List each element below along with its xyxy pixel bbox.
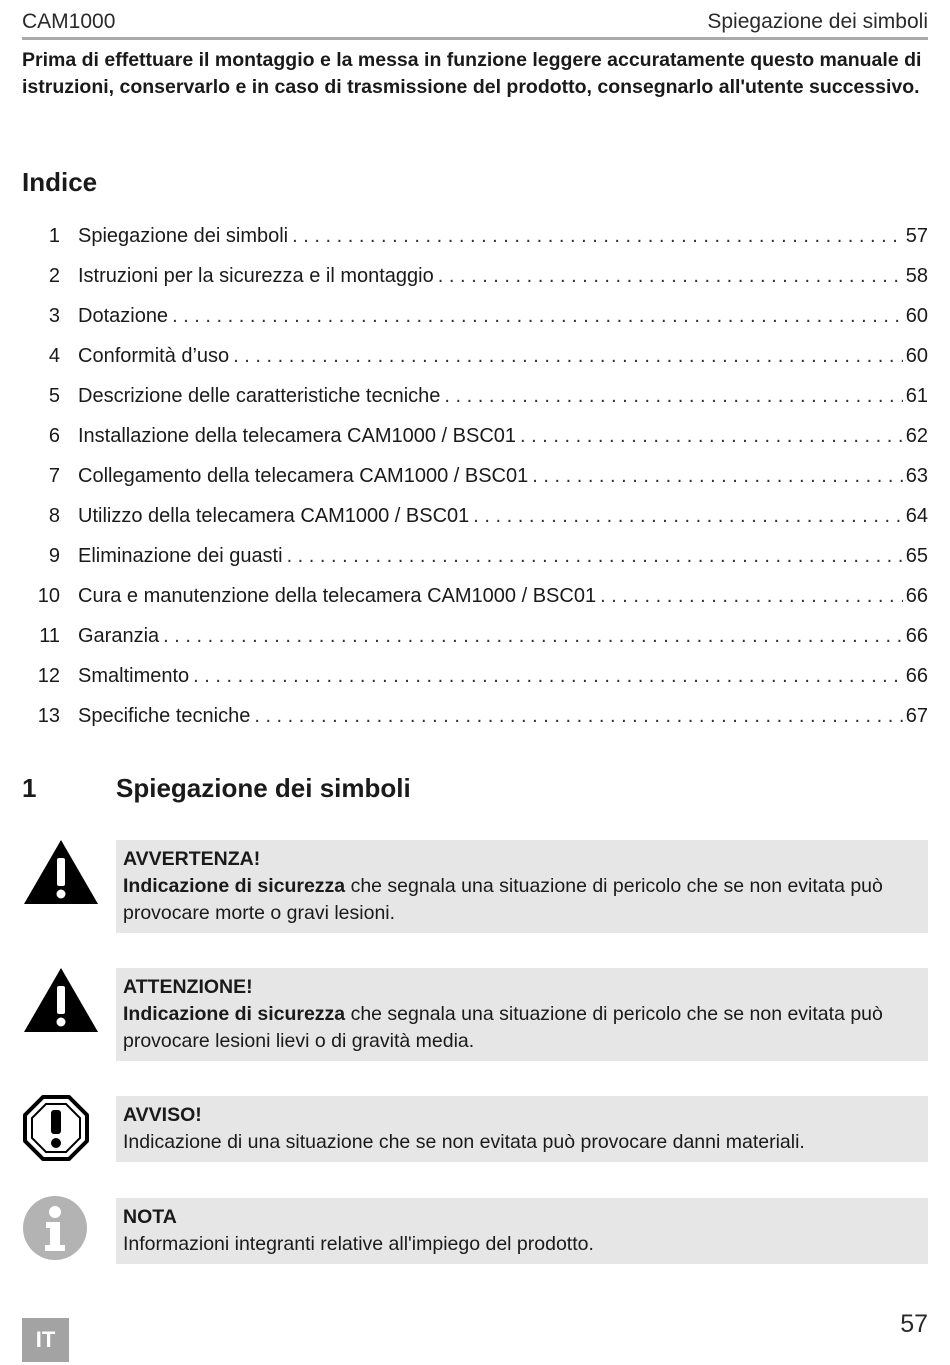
toc-entry-line bbox=[78, 256, 928, 296]
header-section-name: Spiegazione dei simboli bbox=[707, 10, 928, 33]
toc-entry bbox=[22, 696, 928, 736]
toc-entry-label: Eliminazione dei guasti bbox=[78, 545, 283, 567]
toc-dot-leader bbox=[532, 456, 903, 496]
notice-box-title: AVVISO! bbox=[123, 1104, 202, 1126]
toc-entry-label: Specifiche tecniche bbox=[78, 705, 251, 727]
toc-title: Indice bbox=[22, 167, 98, 197]
caution-notice bbox=[116, 968, 928, 1061]
warning-notice-strong: Indicazione di sicurezza bbox=[123, 875, 346, 897]
section-title: Spiegazione dei simboli bbox=[116, 773, 411, 803]
toc-entry bbox=[22, 456, 928, 496]
toc-entry-line bbox=[78, 416, 928, 456]
toc-entry-label: Cura e manutenzione della telecamera CAM1000 / BSC01 bbox=[78, 585, 597, 607]
toc-entry-page: 60 bbox=[905, 345, 928, 367]
caution-notice-text: che segnala una situazione di pericolo che se non evitata può provocare lesioni lievi o di gravità media. bbox=[123, 1003, 883, 1052]
toc-entry-label: Smaltimento bbox=[78, 665, 190, 687]
toc-entry-page: 66 bbox=[905, 585, 928, 607]
warning-triangle-icon bbox=[22, 838, 100, 911]
toc-dot-leader bbox=[473, 496, 902, 536]
toc-dot-leader bbox=[444, 376, 902, 416]
toc-entry-number: 8 bbox=[48, 505, 60, 527]
toc-entry-page: 60 bbox=[905, 305, 928, 327]
warning-notice-title: AVVERTENZA! bbox=[123, 848, 261, 870]
toc-entry-page: 62 bbox=[905, 425, 928, 447]
toc-dot-leader bbox=[287, 536, 903, 576]
toc-entry bbox=[22, 536, 928, 576]
toc-dot-leader bbox=[600, 576, 903, 616]
note-box-text: Informazioni integranti relative all'impiego del prodotto. bbox=[123, 1233, 594, 1255]
toc-entry bbox=[22, 616, 928, 656]
toc-entry-line bbox=[78, 296, 928, 336]
toc-entry-number: 3 bbox=[48, 305, 60, 327]
toc-entry bbox=[22, 576, 928, 616]
toc-entry-line bbox=[78, 616, 928, 656]
toc-entry bbox=[22, 496, 928, 536]
toc-entry-line bbox=[78, 376, 928, 416]
toc-entry-line bbox=[78, 656, 928, 696]
toc-entry bbox=[22, 416, 928, 456]
toc-entry-number: 10 bbox=[37, 585, 60, 607]
toc-entry bbox=[22, 376, 928, 416]
toc-entry-number: 5 bbox=[48, 385, 60, 407]
page-number: 57 bbox=[900, 1310, 928, 1338]
toc-entry-page: 57 bbox=[905, 225, 928, 247]
info-icon bbox=[22, 1195, 88, 1266]
page-header bbox=[22, 8, 928, 40]
toc-entry-number: 1 bbox=[48, 225, 60, 247]
toc-entry-line bbox=[78, 576, 928, 616]
warning-notice bbox=[116, 840, 928, 933]
toc-entry-line bbox=[78, 536, 928, 576]
toc-entry-number: 12 bbox=[37, 665, 60, 687]
toc-entry-page: 61 bbox=[905, 385, 928, 407]
toc-entry-page: 64 bbox=[905, 505, 928, 527]
toc-dot-leader bbox=[254, 696, 902, 736]
toc-entry-label: Spiegazione dei simboli bbox=[78, 225, 289, 247]
toc-entry-number: 11 bbox=[39, 625, 60, 647]
notice-box-text: Indicazione di una situazione che se non evitata può provocare danni materiali. bbox=[123, 1131, 805, 1153]
notice-box bbox=[116, 1096, 928, 1162]
toc-dot-leader bbox=[193, 656, 903, 696]
toc-entry-line bbox=[78, 496, 928, 536]
toc-entry-label: Descrizione delle caratteristiche tecniche bbox=[78, 385, 441, 407]
toc-entry bbox=[22, 216, 928, 256]
toc-entry bbox=[22, 336, 928, 376]
toc-entry-label: Conformità d’uso bbox=[78, 345, 230, 367]
toc-entry-label: Dotazione bbox=[78, 305, 169, 327]
toc-entry-page: 66 bbox=[905, 625, 928, 647]
toc-entry-page: 63 bbox=[905, 465, 928, 487]
toc-entry-label: Collegamento della telecamera CAM1000 / BSC01 bbox=[78, 465, 529, 487]
toc-entry-page: 65 bbox=[905, 545, 928, 567]
toc-entry-line bbox=[78, 336, 928, 376]
table-of-contents bbox=[22, 216, 928, 736]
toc-entry-label: Istruzioni per la sicurezza e il montaggio bbox=[78, 265, 434, 287]
toc-entry-page: 66 bbox=[905, 665, 928, 687]
caution-notice-title: ATTENZIONE! bbox=[123, 976, 253, 998]
header-product-name: CAM1000 bbox=[22, 10, 116, 33]
language-badge: IT bbox=[22, 1318, 69, 1362]
toc-dot-leader bbox=[292, 216, 903, 256]
toc-entry-number: 7 bbox=[48, 465, 60, 487]
toc-entry bbox=[22, 656, 928, 696]
toc-dot-leader bbox=[438, 256, 903, 296]
toc-entry-label: Installazione della telecamera CAM1000 / BSC01 bbox=[78, 425, 517, 447]
toc-entry-number: 2 bbox=[48, 265, 60, 287]
note-box bbox=[116, 1198, 928, 1264]
toc-dot-leader bbox=[163, 616, 903, 656]
toc-entry-number: 4 bbox=[48, 345, 60, 367]
octagon-exclamation-icon bbox=[22, 1094, 90, 1167]
toc-entry bbox=[22, 296, 928, 336]
toc-entry-line bbox=[78, 696, 928, 736]
section-number: 1 bbox=[22, 773, 37, 803]
caution-notice-strong: Indicazione di sicurezza bbox=[123, 1003, 346, 1025]
toc-entry-number: 13 bbox=[37, 705, 60, 727]
toc-entry-number: 9 bbox=[48, 545, 60, 567]
toc-dot-leader bbox=[172, 296, 903, 336]
toc-entry-line bbox=[78, 456, 928, 496]
toc-entry-label: Utilizzo della telecamera CAM1000 / BSC01 bbox=[78, 505, 470, 527]
toc-dot-leader bbox=[520, 416, 903, 456]
toc-entry-number: 6 bbox=[48, 425, 60, 447]
warning-notice-text: che segnala una situazione di pericolo che se non evitata può provocare morte o gravi lesioni. bbox=[123, 875, 883, 924]
toc-dot-leader bbox=[233, 336, 903, 376]
intro-paragraph: Prima di effettuare il montaggio e la messa in funzione leggere accuratamente questo manuale di istruzioni, conservarlo e in caso di trasmissione del prodotto, consegnarlo all'utente successivo. bbox=[22, 49, 922, 98]
toc-entry bbox=[22, 256, 928, 296]
toc-entry-line bbox=[78, 216, 928, 256]
toc-entry-page: 58 bbox=[905, 265, 928, 287]
toc-entry-page: 67 bbox=[905, 705, 928, 727]
caution-triangle-icon bbox=[22, 966, 100, 1039]
toc-entry-label: Garanzia bbox=[78, 625, 160, 647]
note-box-title: NOTA bbox=[123, 1206, 177, 1228]
